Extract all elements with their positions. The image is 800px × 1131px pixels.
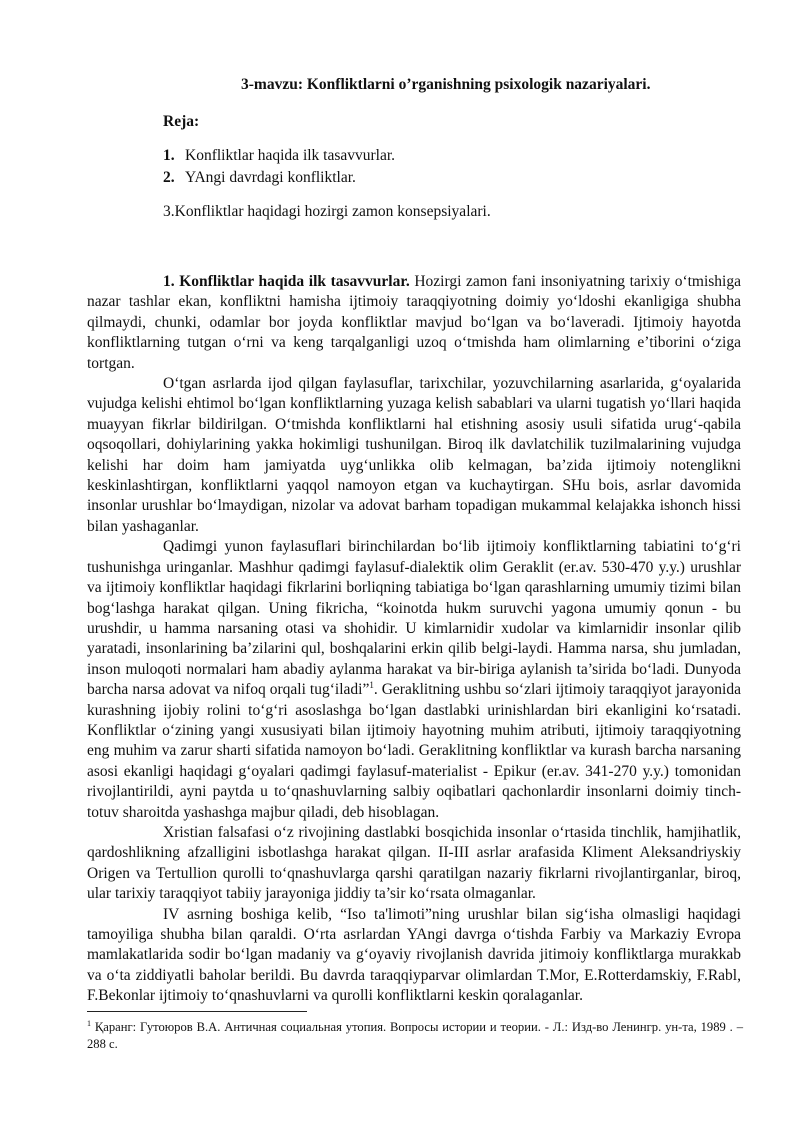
- paragraph: Xristian falsafasi oʻz rivojining dastlabki bosqichida insonlar oʻrtasida tinchlik, hamjihatlik, qardoshlikning afzalligini isbotlashga harakat qilgan. II-III asrlar arafasida Kliment Aleksandriyskiy Origen va Tertullion qurolli toʻqnashuvlarga qarshi qaratilgan nazariy fikrlarni rivojlantirganlar, biroq, ular tarixiy taraqqiyot tabiiy jarayoniga jiddiy ta’sir koʻrsata olmaganlar.: [87, 823, 741, 903]
- footnote-marker: 1: [87, 1018, 91, 1028]
- plan-item-3: 3.Konfliktlar haqidagi hozirgi zamon konsepsiyalari.: [163, 203, 491, 220]
- footnote: [87, 1019, 743, 1053]
- paragraph: IV asrning boshiga kelib, “Iso ta'limoti”ning urushlar bilan sigʻisha olmasligi haqidagi tamoyiliga shubha bilan qaraldi. Oʻrta asrlardan YAngi davrga oʻtishda Farbiy va Markaziy Evropa mamlakatlarida sodir boʻlgan madaniy va gʻoyaviy rivojlanish davrida jitimoiy konfliktlarga murakkab va oʻta ziddiyatli baholar berildi. Bu davrda taraqqiyparvar olimlardan T.Mor, E.Rotterdamskiy, F.Rabl, F.Bekonlar ijtimoiy toʻqnashuvlarni va qurolli konfliktlarni keskin qoralaganlar.: [87, 905, 741, 1005]
- footnote-text: Қаранг: Гутоюров В.А. Античная социальная утопия. Вопросы истории и теории. - Л.: Изд-во Ленингр. ун-та, 1989 . – 288 с.: [87, 1020, 743, 1051]
- footnote-reference[interactable]: 1: [369, 679, 374, 690]
- paragraph-text: Hozirgi zamon fani insoniyatning tarixiy oʻtmishiga nazar tashlar ekan, konfliktni hamisha ijtimoiy taraqqiyotning doimiy yoʻldoshi ekanligiga shubha qilmaydi, chunki, odamlar bor joyda konfliktlar mavjud boʻlgan va boʻlaveradi. Ijtimoiy hayotda konfliktlarning tutgan oʻrni va keng tarqalganligi uzoq oʻtmishda ham olimlarning e’tiborini oʻziga tortgan.: [87, 273, 741, 372]
- section-heading: 1. Konfliktlar haqida ilk tasavvurlar.: [163, 273, 410, 290]
- paragraph-text: . Geraklitning ushbu soʻzlari ijtimoiy taraqqiyot jarayonida kurashning ijobiy rolini toʻgʻri asoslashga boʻlgan dastlabki urinishlardan biri ekanligini koʻrsatadi. Konfliktlar oʻzining yangi xususiyati bilan ijtimoiy hayotning muhim atributi, ijtimoiy taraqqiyotning eng muhim va zarur sharti sifatida namoyon boʻladi. Geraklitning konfliktlar va kurash barcha narsaning asosi ekanligi haqidagi gʻoyalari qadimgi faylasuf-materialist - Epikur (er.av. 341-270 y.y.) tomonidan rivojlantirildi, ayni paytda u toʻqnashuvlarning salbiy oqibatlari qachonlardir insonlarni doimiy tinch-totuv sharoitda yashashga majbur qiladi, deb hisoblagan.: [87, 681, 741, 821]
- plan-item-text: YAngi davrdagi konfliktlar.: [185, 169, 356, 186]
- plan-item: [163, 145, 395, 167]
- plan-list: [163, 145, 395, 189]
- paragraph-text: Qadimgi yunon faylasuflari birinchilardan boʻlib ijtimoiy konfliktlarning tabiatini toʻgʻri tushunishga uringanlar. Mashhur qadimgi faylasuf-dialektik olim Geraklit (er.av. 530-470 y.y.) urushlar va ijtimoiy konfliktlar haqidagi fikrlarini borliqning tabiatiga boʻlgan qarashlarning umumiy tizimi bilan bogʻlashga harakat qilgan. Uning fikricha, “koinotda hukm suruvchi yagona umumiy qonun - bu urushdir, u hamma narsaning otasi va shohidir. U kimlarnidir xudolar va kimlarnidir insonlar qilib yaratadi, insonlarining ba’zilarini qul, boshqalarini erkin qilib belgi-laydi. Hamma narsa, shu jumladan, inson muloqoti normalari ham abadiy aylanma harakat va bir-biriga aylanish ta’sirida boʻladi. Dunyoda barcha narsa adovat va nifoq orqali tugʻiladi”: [87, 538, 741, 699]
- body-text: [87, 272, 741, 1007]
- footnote-divider: [87, 1011, 307, 1012]
- plan-item-number: 2.: [163, 169, 175, 186]
- paragraph: Oʻtgan asrlarda ijod qilgan faylasuflar, tarixchilar, yozuvchilarning asarlarida, gʻoyalarida vujudga kelishi ehtimol boʻlgan konfliktlarning yuzaga kelish sabablari va ularni tugatish yoʻllari haqida muayyan fikrlar bildirilgan. Oʻtmishda konfliktlarni hal etishning asosiy usuli sifatida urugʻ-qabila oqsoqollari, dohiylarining yakka hokimligi tushunilgan. Biroq ilk davlatchilik tuzilmalarining vujudga kelishi har doim ham jamiyatda uygʻunlikka olib kelmagan, ba’zida ijtimoiy notenglikni keskinlashtirgan, konfliktlarni yaqqol namoyon etgan va kuchaytirgan. SHu bois, asrlar davomida insonlar urushlar boʻlmaydigan, nizolar va adovat barham topadigan mukammal kelajakka ishonch hissi bilan yashaganlar.: [87, 375, 741, 535]
- plan-item-number: 1.: [163, 147, 175, 164]
- plan-item-text: Konfliktlar haqida ilk tasavvurlar.: [185, 147, 396, 164]
- paragraph: [87, 272, 741, 374]
- plan-item: [163, 167, 395, 189]
- plan-heading: Reja:: [163, 113, 200, 130]
- paragraph: [87, 537, 741, 823]
- page-title: 3-mavzu: Konfliktlarni o’rganishning psixologik nazariyalari.: [241, 76, 651, 93]
